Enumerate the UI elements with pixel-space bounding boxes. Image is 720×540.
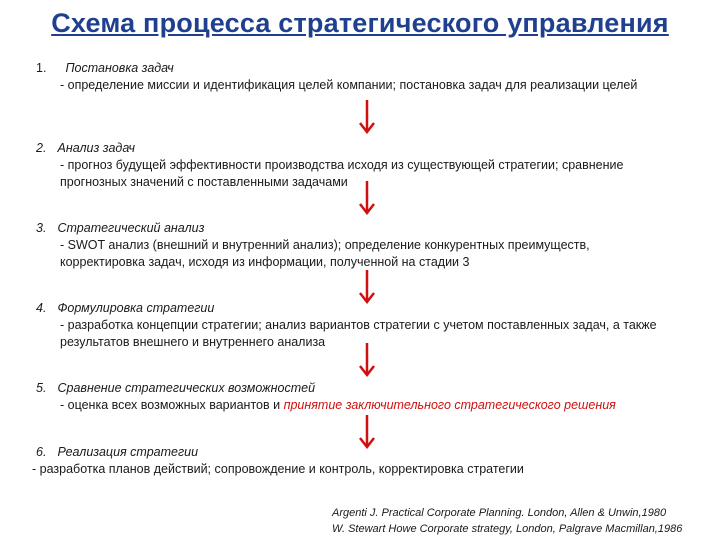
step-heading: Формулировка стратегии xyxy=(57,301,215,315)
step-heading: Стратегический анализ xyxy=(57,221,205,235)
step-2 xyxy=(36,140,676,191)
step-4 xyxy=(36,300,676,351)
step-3 xyxy=(36,220,676,271)
step-6 xyxy=(32,444,676,478)
reference-item: Argenti J. Practical Corporate Planning. London, Allen & Unwin,1980 xyxy=(332,507,667,519)
page-title: Схема процесса стратегического управления xyxy=(51,8,669,38)
step-heading: Сравнение стратегических возможностей xyxy=(57,381,316,395)
down-arrow-icon xyxy=(358,343,376,377)
down-arrow-icon xyxy=(358,415,376,449)
down-arrow-icon xyxy=(358,181,376,215)
step-description: - определение миссии и идентификация целей компании; постановка задач для реализации целей xyxy=(60,78,638,92)
step-description: - SWOT анализ (внешний и внутренний анализ); определение конкурентных преимуществ, корректировка задач, исходя из информации, полученной на стадии 3 xyxy=(60,238,590,269)
step-number: 1. xyxy=(36,61,47,75)
step-heading: Анализ задач xyxy=(57,141,135,155)
final-decision-highlight: принятие заключительного стратегического решения xyxy=(283,398,616,412)
down-arrow-icon xyxy=(358,100,376,134)
step-heading: Постановка задач xyxy=(65,61,174,75)
step-number: 4. xyxy=(36,301,47,315)
step-number: 2. xyxy=(36,141,47,155)
reference-item: W. Stewart Howe Corporate strategy, London, Palgrave Macmillan,1986 xyxy=(332,523,683,535)
references xyxy=(332,505,682,537)
step-description: - разработка планов действий; сопровождение и контроль, корректировка стратегии xyxy=(32,462,524,476)
step-1 xyxy=(36,60,676,94)
step-description: - разработка концепции стратегии; анализ вариантов стратегии с учетом поставленных задач, а также результатов внешнего и внутреннего анализа xyxy=(60,318,657,349)
step-number: 6. xyxy=(36,445,47,459)
step-5 xyxy=(36,380,676,414)
step-number: 3. xyxy=(36,221,47,235)
step-number: 5. xyxy=(36,381,47,395)
step-heading: Реализация стратегии xyxy=(57,445,199,459)
step-description: - прогноз будущей эффективности производства исходя из существующей стратегии; сравнение прогнозных значений с поставленными задачами xyxy=(60,158,624,189)
step-description: - оценка всех возможных вариантов и xyxy=(60,398,284,412)
down-arrow-icon xyxy=(358,270,376,304)
